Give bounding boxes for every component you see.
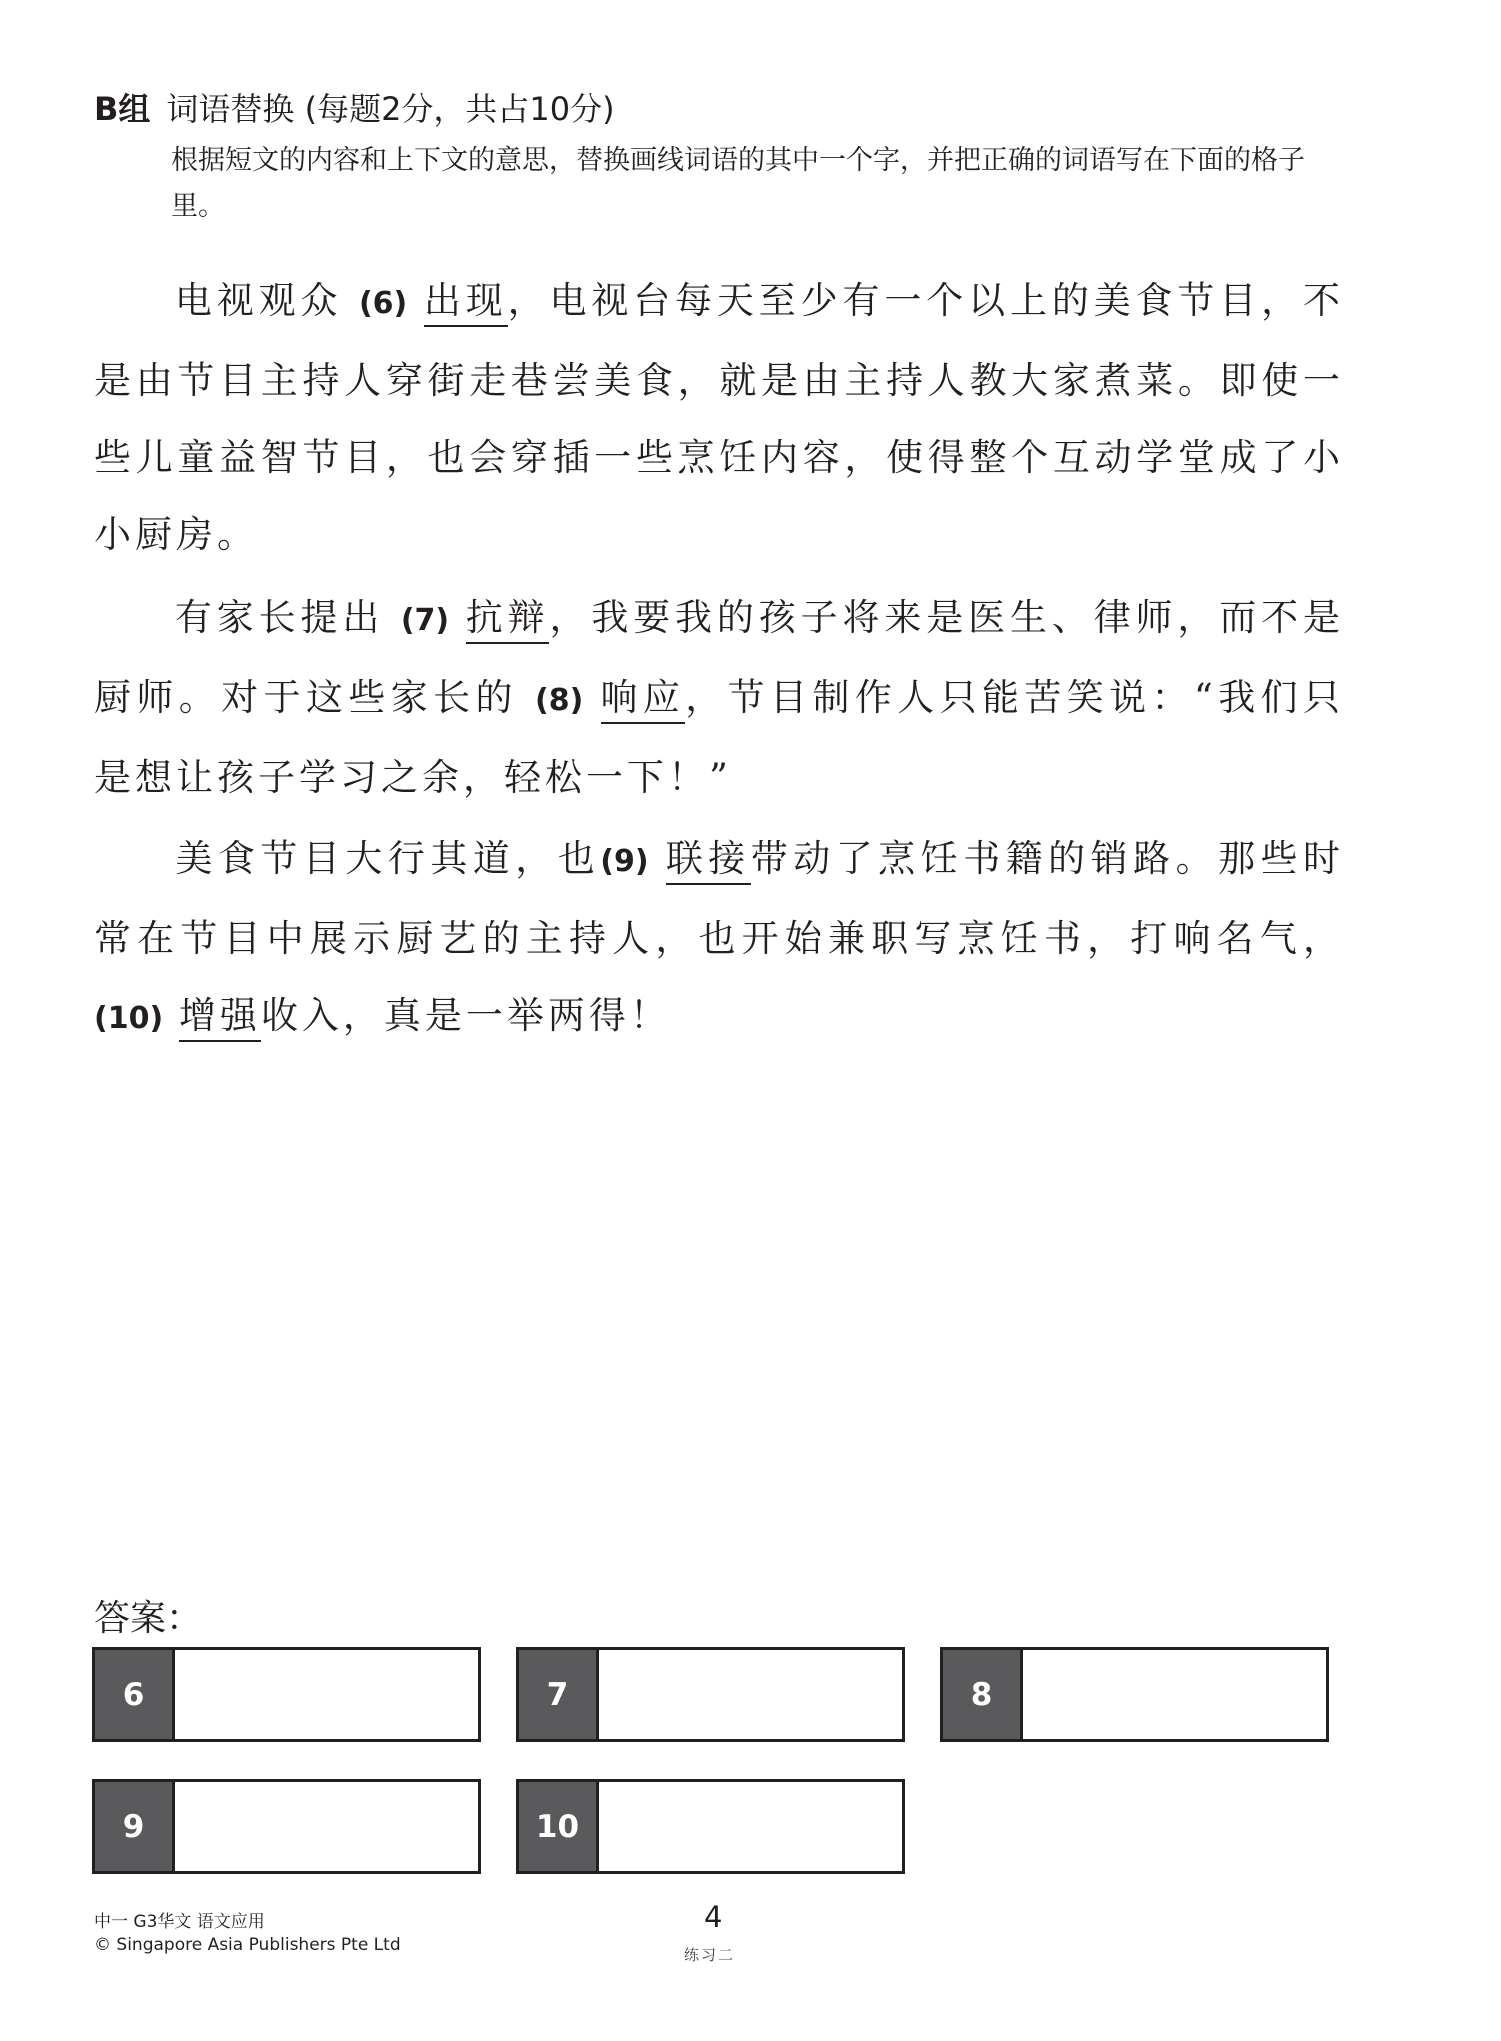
instruction-text: 根据短文的内容和上下文的意思，替换画线词语的其中一个字，并把正确的词语写在下面的格子里。 <box>171 145 1305 222</box>
answer-box-6 <box>92 1647 481 1742</box>
underlined-word-7: 抗辩 <box>466 596 550 644</box>
section-title: 词语替换 (每题2分，共占10分) <box>166 90 615 128</box>
footer-copyright: © Singapore Asia Publishers Pte Ltd <box>94 1935 401 1955</box>
answer-number-8: 8 <box>943 1650 1023 1739</box>
section-header <box>94 84 615 130</box>
footer-book-title: 中一 G3华文 语文应用 <box>94 1912 265 1932</box>
answer-field-8[interactable] <box>1023 1650 1326 1739</box>
page-number: 4 <box>704 1900 723 1934</box>
answer-box-8 <box>940 1647 1329 1742</box>
answer-box-7 <box>516 1647 905 1742</box>
answer-number-7: 7 <box>519 1650 599 1739</box>
answers-label: 答案： <box>94 1598 203 1639</box>
passage-paragraph-1: 电视观众 (6) 出现，电视台每天至少有一个以上的美食节目，不是由节目主持人穿街走巷尝美食，就是由主持人教大家煮菜。即使一些儿童益智节目，也会穿插一些烹饪内容，使得整个互动学堂成了小小厨房。 <box>94 279 1345 556</box>
underlined-word-9: 联接 <box>666 837 751 885</box>
answer-field-6[interactable] <box>175 1650 478 1739</box>
answer-number-6: 6 <box>95 1650 175 1739</box>
question-number-7: (7) <box>400 603 450 638</box>
underlined-word-8: 响应 <box>601 676 686 724</box>
passage-paragraph-2: 有家长提出 (7) 抗辩，我要我的孩子将来是医生、律师，而不是厨师。对于这些家长的 (8) 响应，节目制作人只能苦笑说：“我们只是想让孩子学习之余，轻松一下！” <box>94 596 1345 799</box>
answer-field-7[interactable] <box>599 1650 902 1739</box>
answer-number-10: 10 <box>519 1782 599 1871</box>
answer-box-9 <box>92 1779 481 1874</box>
answer-field-9[interactable] <box>175 1782 478 1871</box>
passage-paragraph-3: 美食节目大行其道，也(9) 联接带动了烹饪书籍的销路。那些时常在节目中展示厨艺的主持人，也开始兼职写烹饪书，打响名气， (10) 增强收入，真是一举两得！ <box>94 820 1344 1057</box>
exercise-label: 练习二 <box>684 1946 736 1964</box>
underlined-word-6: 出现 <box>424 279 508 327</box>
underlined-word-10: 增强 <box>179 994 261 1042</box>
answer-field-10[interactable] <box>599 1782 902 1871</box>
answer-box-10 <box>516 1779 905 1874</box>
question-number-9: (9) <box>600 844 649 879</box>
question-number-6: (6) <box>358 286 408 321</box>
answer-number-9: 9 <box>95 1782 175 1871</box>
question-number-8: (8) <box>535 683 584 718</box>
footer-book-info <box>94 1911 401 1957</box>
section-group-label: B组 <box>94 90 151 128</box>
question-number-10: (10) <box>94 1001 164 1036</box>
